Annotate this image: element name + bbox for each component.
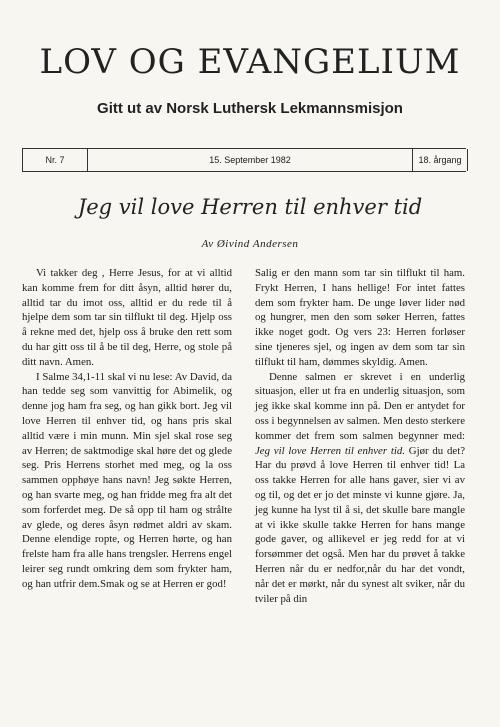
article-text: Denne salmen er skrevet i en underlig situasjon, eller ut fra en underlig situasjon, som jeg ikke skal komme inn på. Den er antydet for oss i begynnelsen av salmen. Men desto sterkere kommer det frem som salmen begynner med: [255,370,465,442]
article-paragraph: Vi takker deg , Herre Jesus, for at vi alltid kan komme frem for ditt åsyn, alltid hører du, alltid tar du imot oss, alltid er du rede til å hjelpe dem som tar sin tilflukt til deg. Hjelp oss å rekne med det, hjelp oss å bruke den rett som du har gitt oss til å be til deg, Herre, og stole på ditt navn. Amen. [22,267,232,368]
article-left-column [22,266,232,592]
masthead-title: LOV OG EVANGELIUM [39,42,461,82]
issue-date: 15. September 1982 [209,155,291,165]
article-title: Jeg vil love Herren til enhver tid [77,195,423,219]
issue-number: Nr. 7 [22,149,88,171]
article-quote: Jeg vil love Herren til enhver tid. [255,444,405,457]
article-paragraph: Salig er den mann som tar sin tilflukt til ham. Frykt Herren, I hans hellige! For intet fattes dem som frykter ham. De unge løver lider nød og hungrer, men den som søker Herren, fattes ikke noget godt. Og vers 23: Herren forløser sine tjeneres sjel, og ingen av dem som tar sin tilflukt til ham, dømmes skyldig. Amen. [255,267,465,368]
masthead-subtitle: Gitt ut av Norsk Luthersk Lekmannsmisjon [97,100,403,117]
article-right-column [255,266,465,606]
issue-volume: 18. årgang [412,149,468,171]
article-byline: Av Øivind Andersen [201,238,299,250]
article-text: Gjør du det? Har du prøvd å love Herren til enhver tid! La oss takke Herren for alle hans gaver, sier vi av og til, og det er jo det minste vi kunne gjøre. Ja, jeg kunne ha lyst til å si, det skulle bare mangle at vi ikke skulle takke Herren for hans mange gode gaver, og allikevel er jeg redd for at vi forsømmer det også. Men har du prøvet å takke Herren når du er nedfor,når du har det vondt, når det er mørkt, når du synest alt sviker, når du tviler på din [255,444,465,605]
article-paragraph: I Salme 34,1-11 skal vi nu lese: Av David, da han tedde seg som vanvittig for Abimelik, og denne jog ham fra seg, og han gikk bort. Jeg vil love Herren til enhver tid, og hans pris skal alltid være i min munn. Min sjel skal rose seg av Herren; de saktmodige skal høre det og glede seg. Pris Herrens storhet med meg, og la oss sammen opphøye hans navn! Jeg søkte Herren, og han svarte meg, og han fridde meg fra alt det som forferdet meg. De så opp til ham og strålte av glede, og deres åsyn rødmet aldri av skam. Denne elendige ropte, og Herren hørte, og han frelste ham fra alle hans trengsler. Herrens engel leirer seg rundt omkring dem som frykter ham, og han utfrir dem.Smak og se at Herren er god! [22,370,232,590]
issue-info-bar [22,148,466,172]
article-paragraph [255,370,465,607]
